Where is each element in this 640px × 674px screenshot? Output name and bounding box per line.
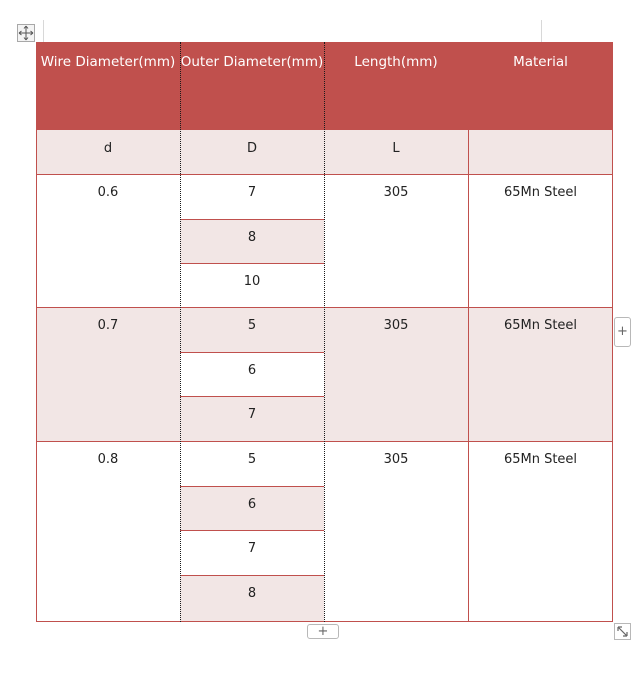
outer-diameter-value: 7	[247, 185, 257, 200]
outer-diameter-value: 5	[247, 452, 257, 467]
add-column-button[interactable]	[614, 317, 631, 347]
outer-diameter-cell[interactable]	[180, 263, 324, 307]
material-cell[interactable]	[468, 441, 613, 622]
plus-icon: +	[617, 324, 628, 339]
column-border	[36, 42, 37, 622]
header-label: Material	[513, 54, 568, 70]
wire-diameter-cell[interactable]	[36, 441, 180, 622]
outer-diameter-value: 8	[247, 586, 257, 601]
column-border	[468, 42, 469, 622]
length-value: 305	[383, 318, 409, 333]
symbol-cell-outer-diameter[interactable]	[180, 130, 324, 174]
wire-diameter-cell[interactable]	[36, 307, 180, 441]
row-border	[180, 575, 324, 576]
header-cell-wire-diameter[interactable]	[36, 42, 180, 130]
row-border	[180, 486, 324, 487]
outer-diameter-cell[interactable]	[180, 307, 324, 352]
material-cell[interactable]	[468, 307, 613, 441]
symbol-cell-length[interactable]	[324, 130, 468, 174]
length-cell[interactable]	[324, 307, 468, 441]
outer-diameter-value: 6	[247, 497, 257, 512]
outer-diameter-value: 5	[247, 318, 257, 333]
length-value: 305	[383, 452, 409, 467]
header-label: Outer Diameter(mm)	[180, 54, 324, 70]
row-border	[180, 530, 324, 531]
outer-diameter-value: 7	[247, 541, 257, 556]
plus-icon: +	[317, 624, 329, 639]
margin-guide-right	[541, 20, 542, 42]
symbol-label: d	[103, 141, 113, 156]
symbol-label: D	[246, 141, 257, 156]
wire-diameter-value: 0.7	[97, 318, 119, 333]
move-arrows-icon	[18, 25, 34, 41]
row-border	[180, 396, 324, 397]
outer-diameter-value: 7	[247, 407, 257, 422]
material-value: 65Mn Steel	[503, 452, 578, 467]
outer-diameter-value: 8	[247, 230, 257, 245]
outer-diameter-cell[interactable]	[180, 575, 324, 622]
table-move-handle[interactable]	[17, 24, 35, 42]
outer-diameter-cell[interactable]	[180, 219, 324, 263]
diagonal-resize-icon	[615, 624, 630, 639]
wire-diameter-cell[interactable]	[36, 174, 180, 307]
outer-diameter-cell[interactable]	[180, 352, 324, 396]
margin-guide-left	[43, 20, 44, 42]
outer-diameter-cell[interactable]	[180, 530, 324, 575]
column-border	[324, 42, 325, 622]
outer-diameter-cell[interactable]	[180, 441, 324, 486]
wire-diameter-value: 0.8	[97, 452, 119, 467]
table-resize-handle[interactable]	[614, 623, 631, 640]
header-cell-material[interactable]	[468, 42, 613, 130]
material-cell[interactable]	[468, 174, 613, 307]
material-value: 65Mn Steel	[503, 318, 578, 333]
data-table	[36, 42, 613, 622]
add-row-button[interactable]	[307, 624, 339, 639]
column-border	[612, 42, 613, 622]
outer-diameter-cell[interactable]	[180, 486, 324, 530]
length-cell[interactable]	[324, 174, 468, 307]
column-border	[180, 42, 181, 622]
outer-diameter-cell[interactable]	[180, 174, 324, 219]
outer-diameter-value: 6	[247, 363, 257, 378]
length-cell[interactable]	[324, 441, 468, 622]
symbol-cell-material[interactable]	[468, 130, 613, 174]
header-cell-outer-diameter[interactable]	[180, 42, 324, 130]
symbol-label: L	[392, 141, 400, 156]
row-border	[180, 352, 324, 353]
symbol-cell-wire-diameter[interactable]	[36, 130, 180, 174]
material-value: 65Mn Steel	[503, 185, 578, 200]
wire-diameter-value: 0.6	[97, 185, 119, 200]
row-border	[180, 263, 324, 264]
header-cell-length[interactable]	[324, 42, 468, 130]
header-label: Wire Diameter(mm)	[40, 54, 176, 70]
outer-diameter-value: 10	[243, 274, 261, 289]
row-border	[180, 219, 324, 220]
length-value: 305	[383, 185, 409, 200]
outer-diameter-cell[interactable]	[180, 396, 324, 441]
header-label: Length(mm)	[354, 54, 438, 70]
